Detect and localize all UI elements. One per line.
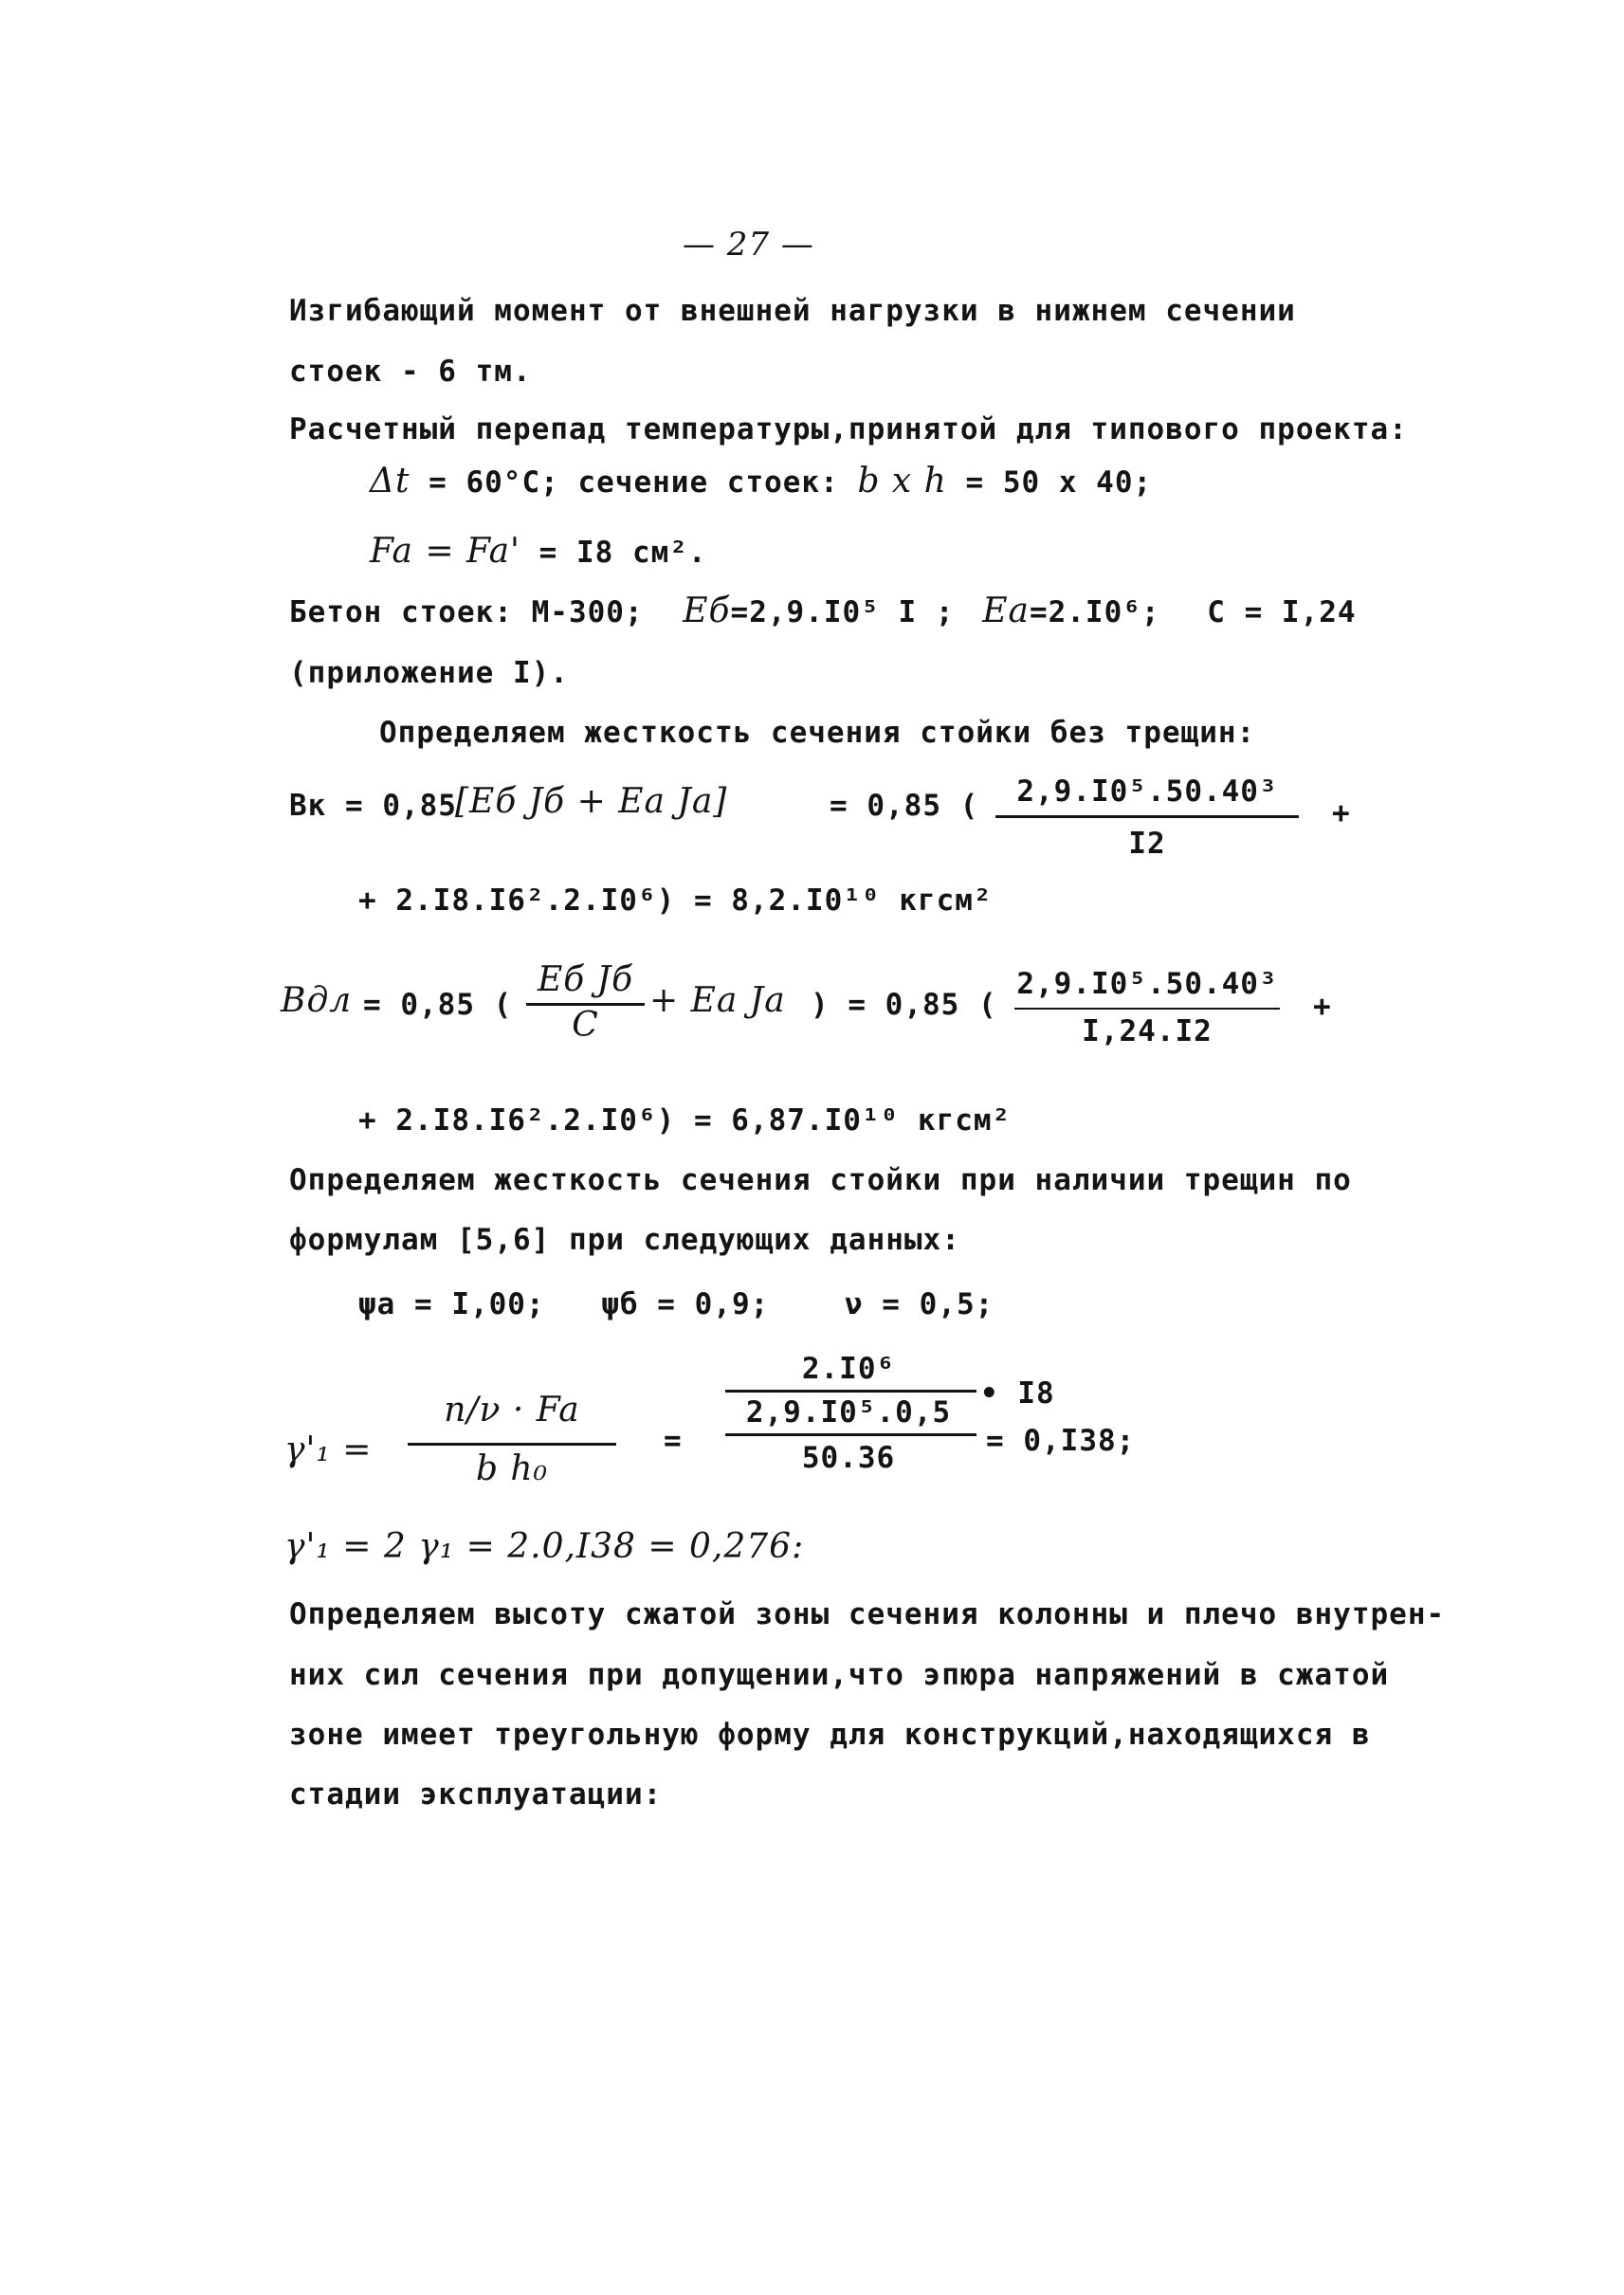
ea-symbol: Ea [982, 592, 1030, 630]
gamma2-line: γ'₁ = 2 γ₁ = 2.0,I38 = 0,276: [284, 1527, 805, 1566]
coefficients-row [358, 1285, 994, 1323]
gamma-mid: 2,9.I0⁵.0,5 [745, 1395, 952, 1430]
psi-b: ψб = 0,9; [601, 1287, 770, 1321]
intro-line-1: Изгибающий момент от внешней нагрузки в нижнем сечении [289, 294, 1296, 328]
bdl-plus: + [1313, 990, 1332, 1024]
bk-denominator: I2 [1128, 827, 1166, 861]
bk-eq: = 0,85 ( [830, 789, 979, 823]
bdl-label: Bдл [281, 981, 353, 1020]
bdl-numerator: 2,9.I0⁵.50.40³ [1016, 967, 1278, 1001]
gamma-denominator: 50.36 [801, 1441, 896, 1475]
eb-value: =2,9.I0⁵ I ; [730, 595, 955, 629]
delta-t-symbol: Δt [370, 462, 411, 501]
bk-plus: + [1332, 796, 1351, 830]
bk-line-2: + 2.I8.I6².2.I0⁶) = 8,2.I0¹⁰ кгсм² [358, 883, 993, 918]
bh-symbol: b x h [857, 462, 947, 501]
final-line-2: них сил сечения при допущении,что эпюра напряжений в сжатой [289, 1658, 1390, 1692]
gamma-main-bar [725, 1433, 976, 1436]
fa-symbol: Fa = Fa' [370, 532, 520, 571]
bdl-eq-2: ) = 0,85 ( [811, 988, 997, 1022]
gamma-symbolic-bar [408, 1443, 616, 1446]
bdl-line-2: + 2.I8.I6².2.I0⁶) = 6,87.I0¹⁰ кгсм² [358, 1103, 1012, 1138]
final-line-1: Определяем высоту сжатой зоны сечения колонны и плечо внутрен- [289, 1597, 1446, 1631]
ea-value: =2.I0⁶; [1029, 595, 1160, 629]
gamma-label: γ'₁ = [284, 1430, 373, 1469]
intro-line-2: стоек - 6 тм. [289, 355, 532, 389]
section-label: сечение стоек: [577, 465, 839, 500]
gamma-symbolic-numerator: n/ν · Fa [444, 1391, 580, 1430]
bdl-eq-1: = 0,85 ( [363, 988, 513, 1022]
concrete-row [289, 592, 1357, 631]
gamma-inner-bar [725, 1390, 976, 1393]
nu-value: ν = 0,5; [844, 1287, 994, 1321]
bdl-frac-numerator: Eб Jб [537, 960, 634, 999]
appendix-note: (приложение I). [289, 656, 569, 690]
bk-numerator: 2,9.I0⁵.50.40³ [1016, 774, 1278, 809]
c-value: C = I,24 [1207, 595, 1357, 629]
bk-label: Вк = 0,85 [289, 789, 457, 823]
final-line-3: зоне имеет треугольную форму для конструкций,находящихся в [289, 1718, 1371, 1752]
gamma-symbolic-denominator: b h₀ [475, 1449, 549, 1488]
gamma-result: = 0,I38; [986, 1424, 1136, 1458]
gamma-top: 2.I0⁶ [801, 1352, 896, 1386]
bk-fraction-bar [995, 815, 1299, 818]
fa-row [370, 533, 707, 572]
bh-value: = 50 x 40; [965, 465, 1153, 500]
bdl-plus-term: + Ea Ja [649, 981, 786, 1020]
gamma-eq: = [664, 1424, 683, 1458]
gamma-times: • I8 [980, 1376, 1055, 1411]
delta-t-row [370, 463, 1152, 501]
final-line-4: стадии эксплуатации: [289, 1777, 663, 1812]
page-number: — 27 — [683, 226, 814, 264]
temperature-heading: Расчетный перепад температуры,принятой для типового проекта: [289, 412, 1408, 446]
bdl-fraction-bar [1014, 1008, 1280, 1010]
delta-t-value: = 60°C; [429, 465, 559, 500]
cracks-heading-2: формулам [5,6] при следующих данных: [289, 1223, 960, 1257]
concrete-label: Бетон стоек: М-300; [289, 595, 644, 629]
psi-a: ψa = I,00; [358, 1287, 545, 1321]
bdl-denominator: I,24.I2 [1082, 1014, 1213, 1048]
stiffness-heading: Определяем жесткость сечения стойки без трещин: [379, 716, 1256, 750]
eb-symbol: Eб [683, 592, 731, 630]
bdl-frac-denominator: C [572, 1006, 599, 1045]
cracks-heading-1: Определяем жесткость сечения стойки при наличии трещин по [289, 1163, 1352, 1197]
bk-bracket: [Eб Jб + Ea Ja] [455, 782, 728, 821]
fa-value: = I8 см². [538, 536, 707, 570]
